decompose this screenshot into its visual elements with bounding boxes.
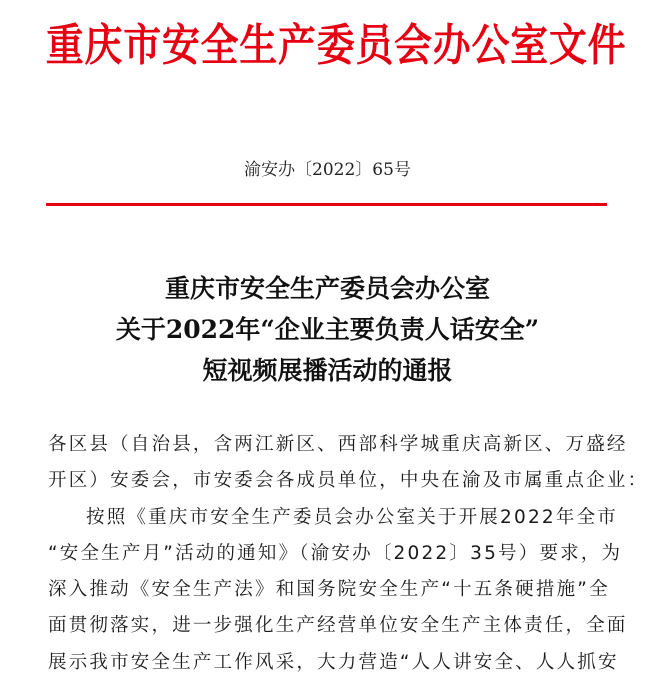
notice-title: [0, 268, 655, 391]
paragraph-line: 按照《重庆市安全生产委员会办公室关于开展2022年全市: [86, 506, 618, 528]
recipients-line-1: 各区县（自治县，含两江新区、西部科学城重庆高新区、万盛经: [48, 434, 628, 455]
red-divider-line: [46, 203, 607, 206]
body-text: [48, 427, 649, 681]
issuer-masthead: 重庆市安全生产委员会办公室文件: [45, 20, 627, 71]
document-number: 渝安办〔2022〕65号: [244, 160, 411, 180]
title-line-1: 重庆市安全生产委员会办公室: [164, 274, 490, 303]
title-line-2: 关于2022年“企业主要负责人话安全”: [115, 315, 540, 344]
paragraph-line: “安全生产月”活动的通知》（渝安办〔2022〕35号）要求，为: [48, 542, 623, 564]
paragraph-line: 面贯彻落实，进一步强化生产经营单位安全生产主体责任，全面: [48, 615, 628, 637]
title-line-3: 短视频展播活动的通报: [202, 356, 453, 385]
paragraph-line: 展示我市安全生产工作风采，大力营造“人人讲安全、人人抓安: [48, 651, 619, 673]
recipients-line-2: 开区）安委会，市安委会各成员单位，中央在渝及市属重点企业：: [48, 470, 649, 492]
paragraph-line: 深入推动《安全生产法》和国务院安全生产“十五条硬措施”全: [48, 579, 610, 601]
